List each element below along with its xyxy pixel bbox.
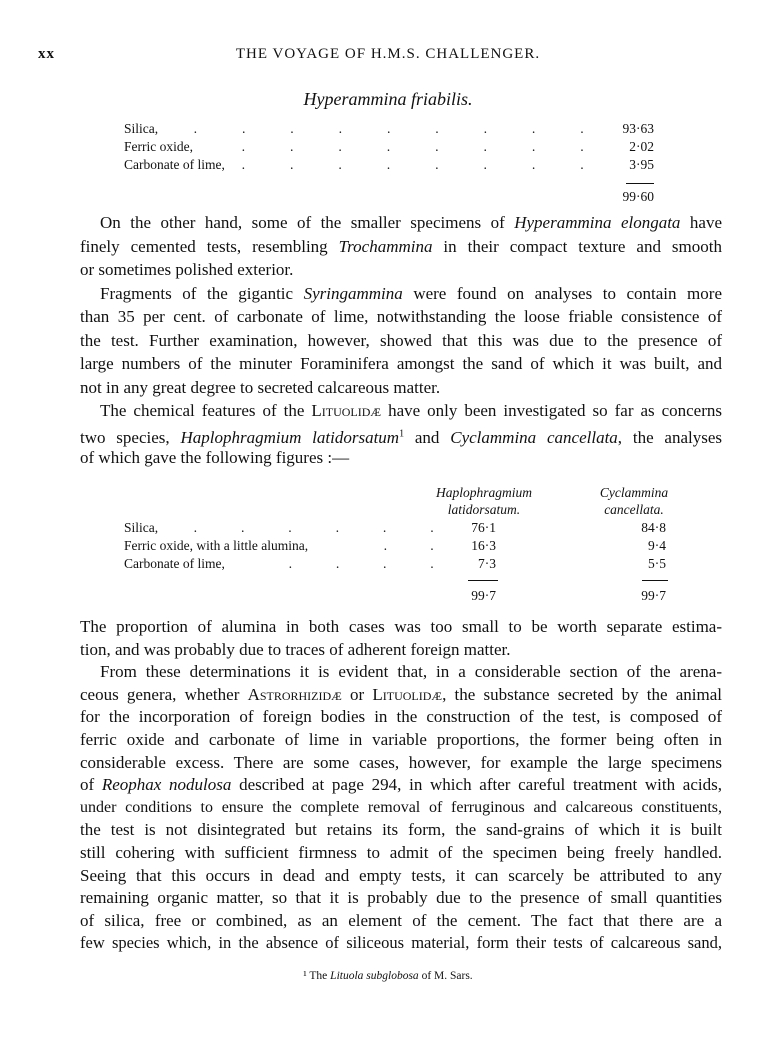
sum-rule <box>626 183 654 184</box>
col-header-cyclammina: Cyclammina cancellata. <box>599 485 669 517</box>
paragraphs-2 <box>80 616 722 955</box>
text-line: still cohering with sufficient firmness to admit of the specimen being freely handled. <box>80 842 722 862</box>
sum-rule <box>642 580 668 581</box>
total-value: 99·60 <box>622 189 654 204</box>
table2-row: Carbonate of lime, . . . . 7·3 5·5 <box>124 556 666 571</box>
table1-title: Hyperammina friabilis. <box>303 89 473 109</box>
text-line: the test is not disintegrated but retains its form, the sand-grains of which it is built <box>80 820 722 840</box>
table2-row: Ferric oxide, with a little alumina, . . 16·3 9·4 <box>124 538 666 553</box>
text-line: Seeing that this occurs in dead and empty tests, it can scarcely be attributed to any <box>80 865 722 885</box>
text-line: the test. Further examination, however, showed that this was due to the presence of <box>80 330 722 350</box>
text-line: From these determinations it is evident that, in a considerable section of the arena- <box>100 662 722 682</box>
text-line: not in any great degree to secreted calcareous matter. <box>80 377 441 397</box>
row-value: 3·95 <box>629 157 654 172</box>
text-line: few species which, in the absence of siliceous material, form their tests of calcareous sand, <box>80 933 722 953</box>
text-line: under conditions to ensure the complete removal of ferruginous and calcareous constituents, <box>80 798 722 816</box>
text-line: for the incorporation of foreign bodies in the construction of the test, is composed of <box>80 707 722 727</box>
running-title: THE VOYAGE OF H.M.S. CHALLENGER. <box>235 46 541 62</box>
row-value: 93·63 <box>622 121 654 136</box>
text-line: remaining organic matter, so that it is probably due to the presence of small quantities <box>80 888 722 908</box>
table1-row: Silica, . . . . . . . . . 93·63 <box>124 121 654 136</box>
text-line: On the other hand, some of the smaller specimens of Hyperammina elongata have <box>100 213 722 232</box>
text-line: tion, and was probably due to traces of adherent foreign matter. <box>80 639 511 659</box>
footnote: ¹ The Lituola subglobosa of M. Sars. <box>303 970 473 982</box>
text-line: of Reophax nodulosa described at page 294, in which after careful treatment with acids, <box>80 775 722 795</box>
table1-row: Ferric oxide, . . . . . . . . 2·02 <box>124 139 654 154</box>
text-line: ceous genera, whether Astrorhizidæ or Lituolidæ, the substance secreted by the animal <box>80 684 722 704</box>
text-line: considerable excess. There are some cases, however, for example the large specimens <box>80 752 722 772</box>
text-line: The proportion of alumina in both cases was too small to be worth separate estima- <box>80 617 722 636</box>
table1-row: Carbonate of lime, . . . . . . . . 3·95 <box>124 157 654 172</box>
text-line: or sometimes polished exterior. <box>80 260 294 279</box>
text-line: ferric oxide and carbonate of lime in variable proportions, the former being often in <box>80 729 722 749</box>
table2-totals: 99·7 99·7 <box>471 588 666 603</box>
text-line: Fragments of the gigantic Syringammina were found on analyses to contain more <box>100 283 722 303</box>
paragraphs-1 <box>80 211 722 470</box>
table2-row: Silica, . . . . . . 76·1 84·8 <box>124 520 666 535</box>
text-line: of silica, free or combined, as an element of the cement. The fact that there are a <box>80 910 722 930</box>
row-label: Carbonate of lime, <box>124 157 225 172</box>
text-line: than 35 per cent. of carbonate of lime, notwithstanding the loose friable consistence of <box>80 307 722 326</box>
row-label: Silica, <box>124 121 159 136</box>
table1 <box>124 121 654 207</box>
col-header-haplophragmium: Haplophragmium latidorsatum. <box>435 485 532 517</box>
table1-total <box>124 189 654 207</box>
text-line: two species, Haplophragmium latidorsatum$^1$ and Cyclammina cancellata, the analyses <box>80 428 723 448</box>
row-value: 2·02 <box>629 139 654 154</box>
page-number: xx <box>38 46 55 62</box>
text-line: large numbers of the minuter Foraminifera amongst the sand of which it was built, and <box>80 354 722 373</box>
row-label: Ferric oxide, <box>124 139 193 154</box>
text-line: The chemical features of the Lituolidæ have only been investigated so far as concerns <box>100 401 723 420</box>
text-line: finely cemented tests, resembling Trochammina in their compact texture and smooth <box>80 236 722 256</box>
text-line: of which gave the following figures :— <box>80 448 350 467</box>
sum-rule <box>468 580 498 581</box>
